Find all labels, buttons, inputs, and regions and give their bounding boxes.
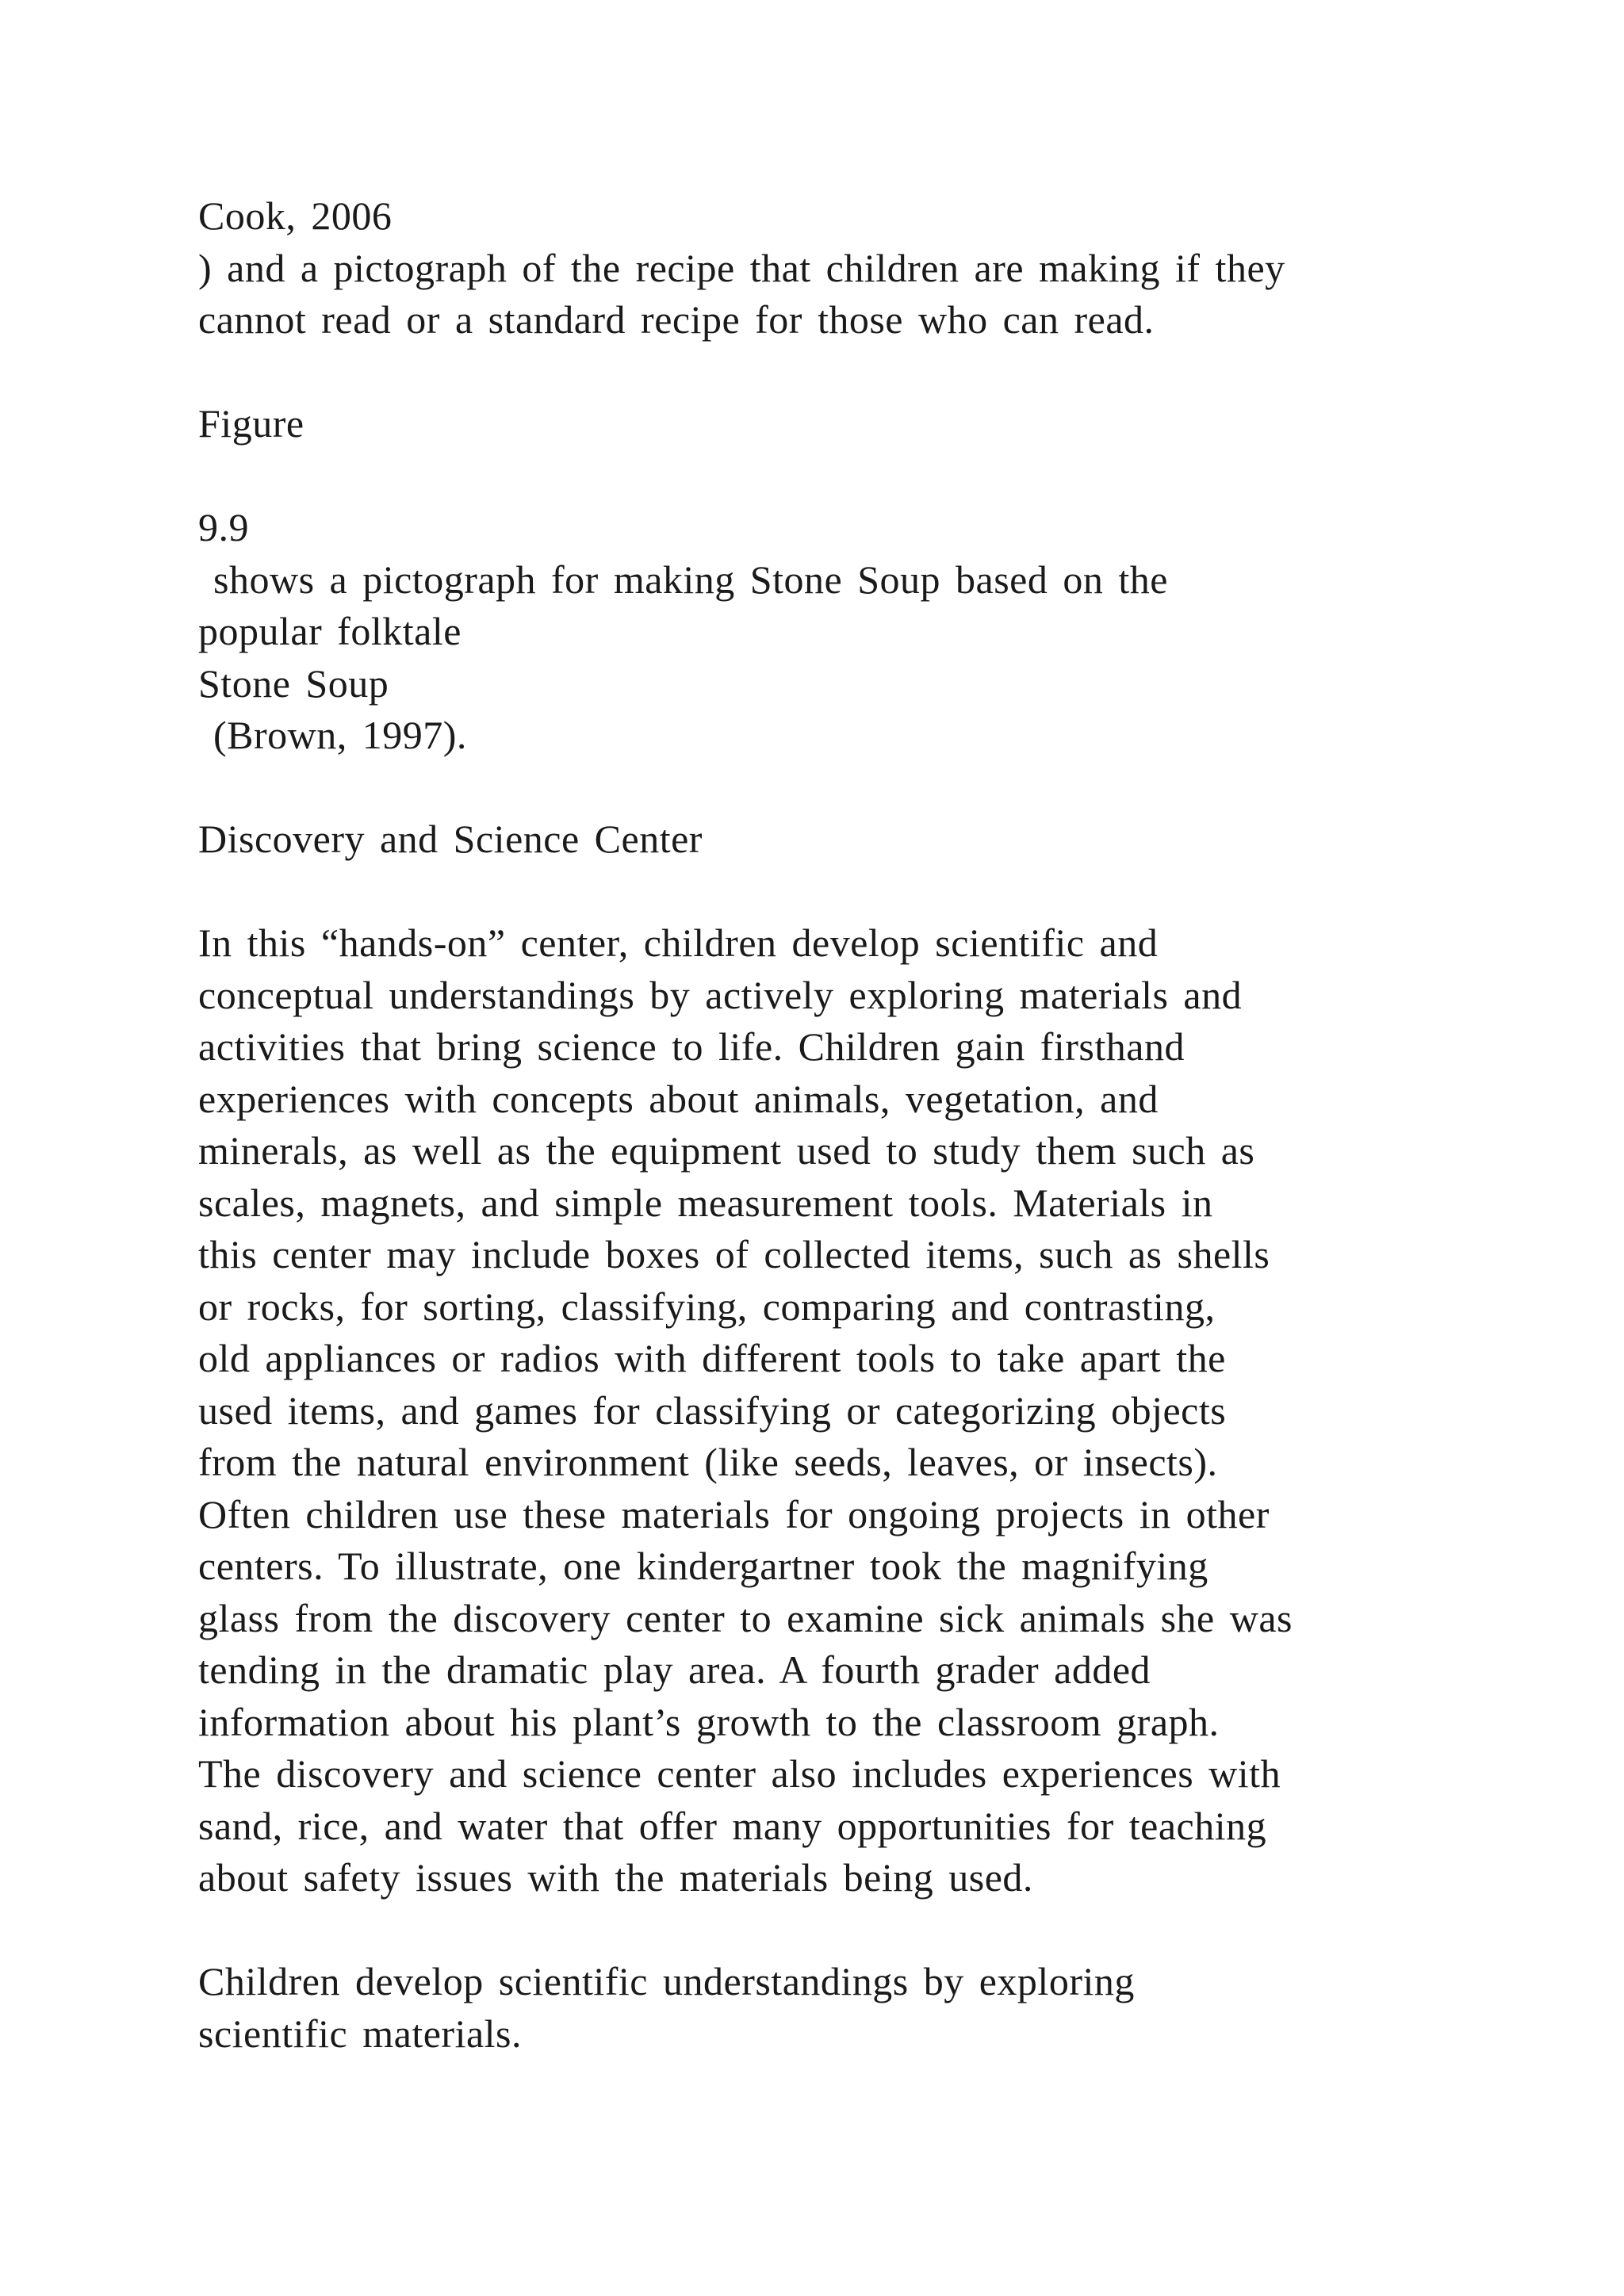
text-line: sand, rice, and water that offer many opportunities for teaching — [198, 1803, 1267, 1848]
text-line: scientific materials. — [198, 2011, 523, 2056]
blank-line — [198, 450, 1546, 503]
text-line: this center may include boxes of collected items, such as shells — [198, 1232, 1270, 1276]
text-line: centers. To illustrate, one kindergartner took the magnifying — [198, 1544, 1208, 1588]
text-line: about safety issues with the materials being used. — [198, 1855, 1033, 1900]
text-line: glass from the discovery center to examine sick animals she was — [198, 1595, 1293, 1640]
text-line: 9.9 — [198, 505, 249, 549]
text-line: from the natural environment (like seeds, leaves, or insects). — [198, 1440, 1218, 1484]
blank-line — [198, 866, 1546, 918]
blank-line — [198, 346, 1546, 399]
blank-line — [198, 762, 1546, 814]
text-line: In this “hands-on” center, children develop scientific and — [198, 920, 1159, 965]
document-body — [198, 190, 1546, 2060]
text-line: popular folktale — [198, 609, 462, 653]
text-line: shows a pictograph for making Stone Soup based on the — [198, 557, 1168, 602]
text-line: experiences with concepts about animals, vegetation, and — [198, 1076, 1159, 1121]
text-line: (Brown, 1997). — [198, 713, 467, 757]
text-line: minerals, as well as the equipment used to study them such as — [198, 1128, 1255, 1173]
text-line: activities that bring science to life. Children gain firsthand — [198, 1024, 1185, 1069]
text-line: Cook, 2006 — [198, 193, 393, 238]
blank-line — [198, 1904, 1546, 1957]
text-line: cannot read or a standard recipe for those who can read. — [198, 297, 1155, 342]
text-line: scales, magnets, and simple measurement tools. Materials in — [198, 1180, 1213, 1225]
text-line: used items, and games for classifying or categorizing objects — [198, 1387, 1227, 1433]
section-heading: Discovery and Science Center — [198, 817, 703, 861]
text-line: Figure — [198, 401, 304, 446]
text-line: ) and a pictograph of the recipe that children are making if they — [198, 245, 1285, 290]
text-line: old appliances or radios with different tools to take apart the — [198, 1336, 1226, 1380]
text-line: or rocks, for sorting, classifying, comparing and contrasting, — [198, 1284, 1216, 1329]
text-line: information about his plant’s growth to the classroom graph. — [198, 1699, 1220, 1744]
text-line: Children develop scientific understandings by exploring — [198, 1959, 1135, 2003]
text-line: conceptual understandings by actively exploring materials and — [198, 972, 1243, 1017]
text-line: Often children use these materials for ongoing projects in other — [198, 1491, 1270, 1536]
text-line: tending in the dramatic play area. A fourth grader added — [198, 1647, 1151, 1692]
text-line: The discovery and science center also includes experiences with — [198, 1751, 1281, 1796]
text-line: Stone Soup — [198, 660, 389, 706]
